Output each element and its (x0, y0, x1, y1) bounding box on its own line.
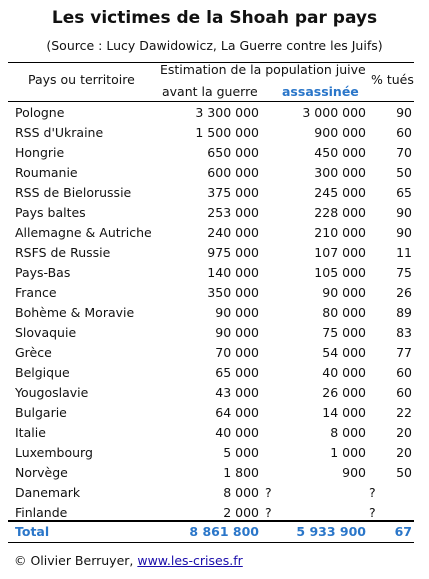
country-name: Italie (15, 425, 46, 440)
col-header-murdered: assassinée (282, 84, 359, 99)
country-name: RSS de Bielorussie (15, 185, 132, 200)
country-name: Norvège (15, 465, 68, 480)
table-row (0, 243, 429, 263)
population-note: ? (265, 505, 272, 520)
country-name: Luxembourg (15, 445, 93, 460)
page-title: Les victimes de la Shoah par pays (51, 8, 378, 28)
percent-killed: 20 (396, 425, 412, 440)
country-name: Grèce (15, 345, 52, 360)
population-murdered: 107 000 (314, 245, 366, 260)
country-name: RSFS de Russie (15, 245, 111, 260)
percent-killed: 22 (396, 405, 412, 420)
col-header-country: Pays ou territoire (28, 72, 135, 87)
population-before-war: 240 000 (207, 225, 259, 240)
country-name: Slovaquie (15, 325, 77, 340)
population-before-war: 8 000 (223, 485, 259, 500)
header-bottom-rule (8, 101, 414, 102)
population-murdered: 450 000 (314, 145, 366, 160)
population-before-war: 64 000 (215, 405, 259, 420)
murdered-note: ? (369, 505, 376, 520)
table-row (0, 383, 429, 403)
country-name: Hongrie (15, 145, 65, 160)
table-row (0, 143, 429, 163)
population-murdered: 900 (342, 465, 366, 480)
population-murdered: 14 000 (322, 405, 366, 420)
table-row (0, 183, 429, 203)
population-murdered: 8 000 (330, 425, 366, 440)
table-row (0, 323, 429, 343)
percent-killed: 20 (396, 445, 412, 460)
table-row (0, 163, 429, 183)
table-row (0, 463, 429, 483)
country-name: Bulgarie (15, 405, 67, 420)
population-murdered: 1 000 (330, 445, 366, 460)
country-name: RSS d'Ukraine (15, 125, 104, 140)
population-before-war: 3 300 000 (195, 105, 259, 120)
footer-credit (14, 553, 243, 568)
percent-killed: 83 (396, 325, 412, 340)
population-before-war: 90 000 (215, 325, 259, 340)
total-killed: 5 933 900 (296, 524, 366, 539)
population-before-war: 253 000 (207, 205, 259, 220)
table-row (0, 203, 429, 223)
country-name: Finlande (15, 505, 68, 520)
total-pct: 67 (394, 524, 412, 539)
percent-killed: 60 (396, 365, 412, 380)
country-name: Pays baltes (15, 205, 86, 220)
population-murdered: 3 000 000 (302, 105, 366, 120)
percent-killed: 11 (396, 245, 412, 260)
population-before-war: 1 500 000 (195, 125, 259, 140)
population-before-war: 600 000 (207, 165, 259, 180)
percent-killed: 90 (396, 105, 412, 120)
population-murdered: 228 000 (314, 205, 366, 220)
population-before-war: 65 000 (215, 365, 259, 380)
col-header-before-war: avant la guerre (162, 84, 258, 99)
population-murdered: 40 000 (322, 365, 366, 380)
table-row (0, 483, 429, 503)
table-row (0, 443, 429, 463)
percent-killed: 50 (396, 465, 412, 480)
percent-killed: 70 (396, 145, 412, 160)
population-before-war: 140 000 (207, 265, 259, 280)
murdered-note: ? (369, 485, 376, 500)
population-before-war: 5 000 (223, 445, 259, 460)
percent-killed: 89 (396, 305, 412, 320)
percent-killed: 60 (396, 125, 412, 140)
population-murdered: 210 000 (314, 225, 366, 240)
population-murdered: 300 000 (314, 165, 366, 180)
percent-killed: 90 (396, 205, 412, 220)
table-row (0, 223, 429, 243)
table-row (0, 103, 429, 123)
table-row (0, 303, 429, 323)
population-murdered: 900 000 (314, 125, 366, 140)
percent-killed: 75 (396, 265, 412, 280)
percent-killed: 90 (396, 225, 412, 240)
country-name: Roumanie (15, 165, 78, 180)
table-row (0, 403, 429, 423)
population-before-war: 90 000 (215, 305, 259, 320)
total-pop: 8 861 800 (189, 524, 259, 539)
percent-killed: 50 (396, 165, 412, 180)
source-subtitle: (Source : Lucy Dawidowicz, La Guerre contre les Juifs) (46, 38, 383, 53)
population-before-war: 975 000 (207, 245, 259, 260)
table-row (0, 423, 429, 443)
population-note: ? (265, 485, 272, 500)
footer-author: © Olivier Berruyer, (14, 553, 138, 568)
table-row (0, 123, 429, 143)
total-bottom-rule (8, 542, 414, 543)
population-murdered: 54 000 (322, 345, 366, 360)
population-before-war: 650 000 (207, 145, 259, 160)
table-row (0, 343, 429, 363)
population-murdered: 90 000 (322, 285, 366, 300)
col-header-pct: % tués (371, 72, 414, 87)
percent-killed: 60 (396, 385, 412, 400)
country-name: Pologne (15, 105, 65, 120)
population-before-war: 1 800 (223, 465, 259, 480)
population-before-war: 43 000 (215, 385, 259, 400)
population-before-war: 375 000 (207, 185, 259, 200)
country-name: Yougoslavie (15, 385, 89, 400)
population-before-war: 2 000 (223, 505, 259, 520)
country-name: France (15, 285, 57, 300)
total-label: Total (15, 524, 50, 539)
population-murdered: 80 000 (322, 305, 366, 320)
population-before-war: 70 000 (215, 345, 259, 360)
victims-table-body (0, 103, 429, 523)
table-row (0, 363, 429, 383)
col-header-estimation: Estimation de la population juive (160, 62, 366, 77)
country-name: Bohème & Moravie (15, 305, 135, 320)
percent-killed: 65 (396, 185, 412, 200)
population-murdered: 105 000 (314, 265, 366, 280)
country-name: Allemagne & Autriche (15, 225, 152, 240)
country-name: Pays-Bas (15, 265, 71, 280)
percent-killed: 77 (396, 345, 412, 360)
population-before-war: 350 000 (207, 285, 259, 300)
table-row (0, 263, 429, 283)
percent-killed: 26 (396, 285, 412, 300)
table-row (0, 283, 429, 303)
population-before-war: 40 000 (215, 425, 259, 440)
footer-link[interactable]: www.les-crises.fr (137, 553, 243, 568)
total-row (0, 520, 429, 542)
country-name: Danemark (15, 485, 81, 500)
country-name: Belgique (15, 365, 70, 380)
population-murdered: 75 000 (322, 325, 366, 340)
population-murdered: 245 000 (314, 185, 366, 200)
population-murdered: 26 000 (322, 385, 366, 400)
